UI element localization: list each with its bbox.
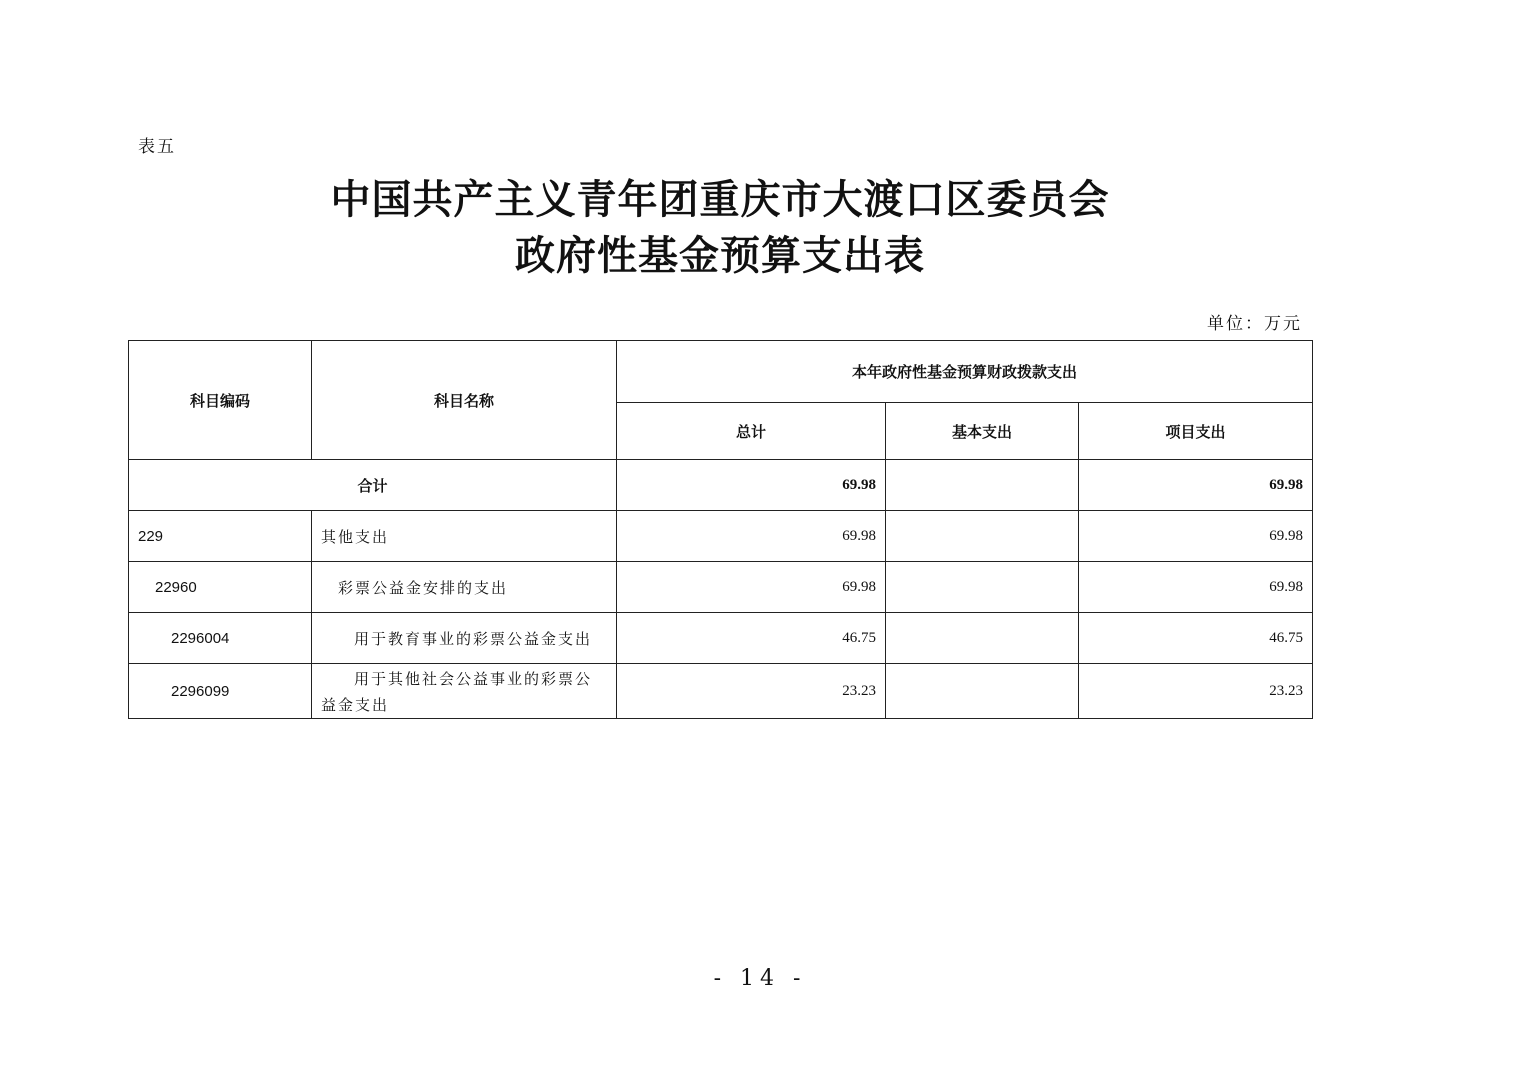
row-total: 69.98 bbox=[617, 562, 886, 613]
row-basic bbox=[886, 562, 1079, 613]
row-basic bbox=[886, 664, 1079, 719]
unit-label: 单位：万元 bbox=[1207, 314, 1302, 334]
table-row bbox=[129, 511, 1313, 562]
row-code: 22960 bbox=[129, 562, 312, 613]
row-name: 用于教育事业的彩票公益金支出 bbox=[312, 613, 617, 664]
header-basic: 基本支出 bbox=[886, 403, 1079, 460]
table-row bbox=[129, 664, 1313, 719]
table-label: 表五 bbox=[138, 137, 176, 157]
row-basic bbox=[886, 511, 1079, 562]
header-total: 总计 bbox=[617, 403, 886, 460]
total-basic bbox=[886, 460, 1079, 511]
document-subtitle: 政府性基金预算支出表 bbox=[515, 232, 925, 279]
table-row bbox=[129, 562, 1313, 613]
row-name: 彩票公益金安排的支出 bbox=[312, 562, 617, 613]
row-code: 229 bbox=[129, 511, 312, 562]
total-amount: 69.98 bbox=[617, 460, 886, 511]
row-name: 其他支出 bbox=[312, 511, 617, 562]
row-basic bbox=[886, 613, 1079, 664]
document-title: 中国共产主义青年团重庆市大渡口区委员会 bbox=[330, 176, 1110, 223]
row-total: 23.23 bbox=[617, 664, 886, 719]
row-code: 2296099 bbox=[129, 664, 312, 719]
total-project: 69.98 bbox=[1079, 460, 1313, 511]
row-name: 用于其他社会公益事业的彩票公益金支出 bbox=[312, 664, 617, 719]
row-project: 69.98 bbox=[1079, 511, 1313, 562]
header-name: 科目名称 bbox=[312, 341, 617, 460]
table-header-row bbox=[129, 341, 1313, 403]
header-code: 科目编码 bbox=[129, 341, 312, 460]
row-code: 2296004 bbox=[129, 613, 312, 664]
header-group: 本年政府性基金预算财政拨款支出 bbox=[617, 341, 1313, 403]
table-row bbox=[129, 613, 1313, 664]
row-project: 46.75 bbox=[1079, 613, 1313, 664]
page-number: - 14 - bbox=[713, 966, 807, 991]
row-total: 69.98 bbox=[617, 511, 886, 562]
total-label: 合计 bbox=[129, 460, 617, 511]
total-row bbox=[129, 460, 1313, 511]
row-total: 46.75 bbox=[617, 613, 886, 664]
budget-table bbox=[128, 340, 1313, 719]
row-project: 23.23 bbox=[1079, 664, 1313, 719]
header-project: 项目支出 bbox=[1079, 403, 1313, 460]
row-project: 69.98 bbox=[1079, 562, 1313, 613]
